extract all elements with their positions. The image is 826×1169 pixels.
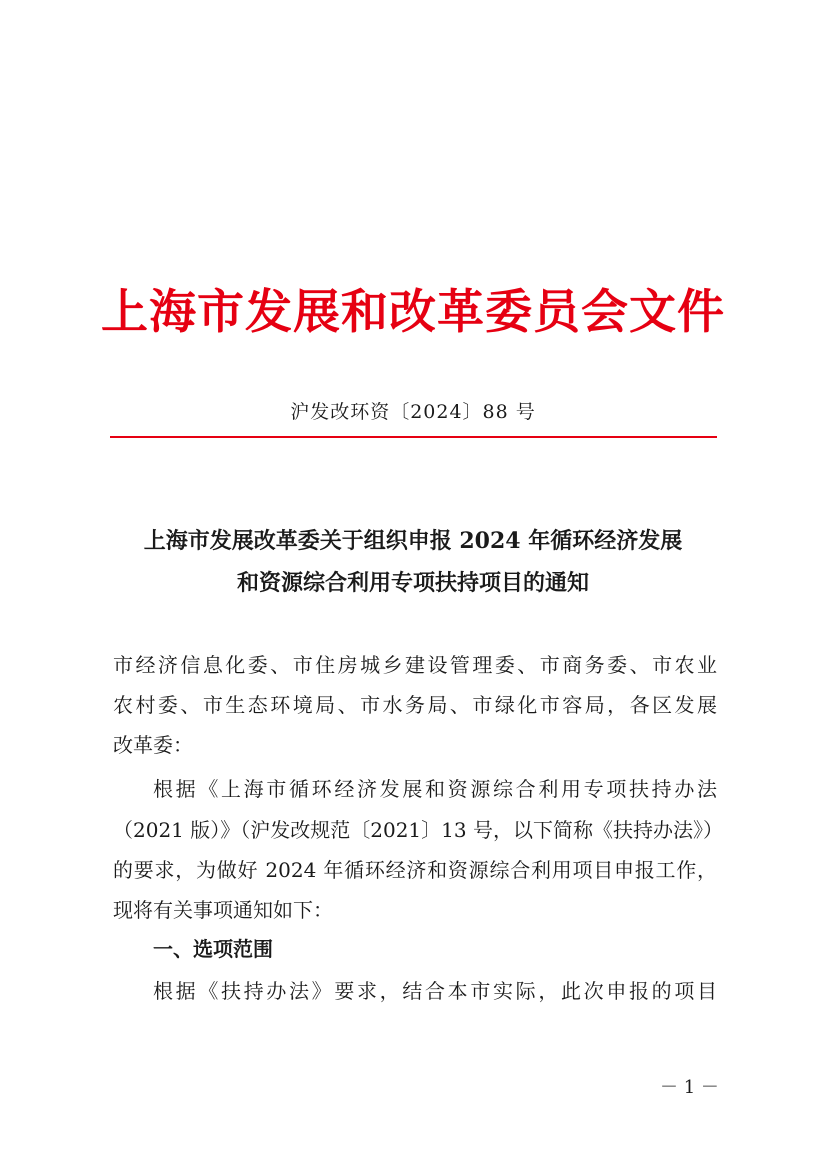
section-1-heading: 一、选项范围 xyxy=(153,937,273,961)
page-number: － 1 － xyxy=(660,1077,719,1098)
paragraph-2-line-1: 根据《扶持办法》要求，结合本市实际，此次申报的项目 xyxy=(153,979,717,1003)
recipients-line-2: 农村委、市生态环境局、市水务局、市绿化市容局，各区发展 xyxy=(113,693,717,717)
notice-title-line-2: 和资源综合利用专项扶持项目的通知 xyxy=(236,570,589,596)
document-number: 沪发改环资〔2024〕88 号 xyxy=(290,401,536,423)
recipients-line-3: 改革委： xyxy=(113,733,193,757)
paragraph-1-line-1: 根据《上海市循环经济发展和资源综合利用专项扶持办法 xyxy=(153,777,717,801)
notice-title-line-1: 上海市发展改革委关于组织申报 2024 年循环经济发展 xyxy=(143,528,683,554)
red-separator-line xyxy=(110,436,717,438)
paragraph-1-line-3: 的要求，为做好 2024 年循环经济和资源综合利用项目申报工作， xyxy=(113,858,717,882)
paragraph-1-line-2: （2021 版）》（沪发改规范〔2021〕13 号，以下简称《扶持办法》） xyxy=(113,818,723,842)
paragraph-1-line-4: 现将有关事项通知如下： xyxy=(113,898,333,922)
document-masthead: 上海市发展和改革委员会文件 xyxy=(101,285,725,340)
recipients-line-1: 市经济信息化委、市住房城乡建设管理委、市商务委、市农业 xyxy=(113,653,717,677)
